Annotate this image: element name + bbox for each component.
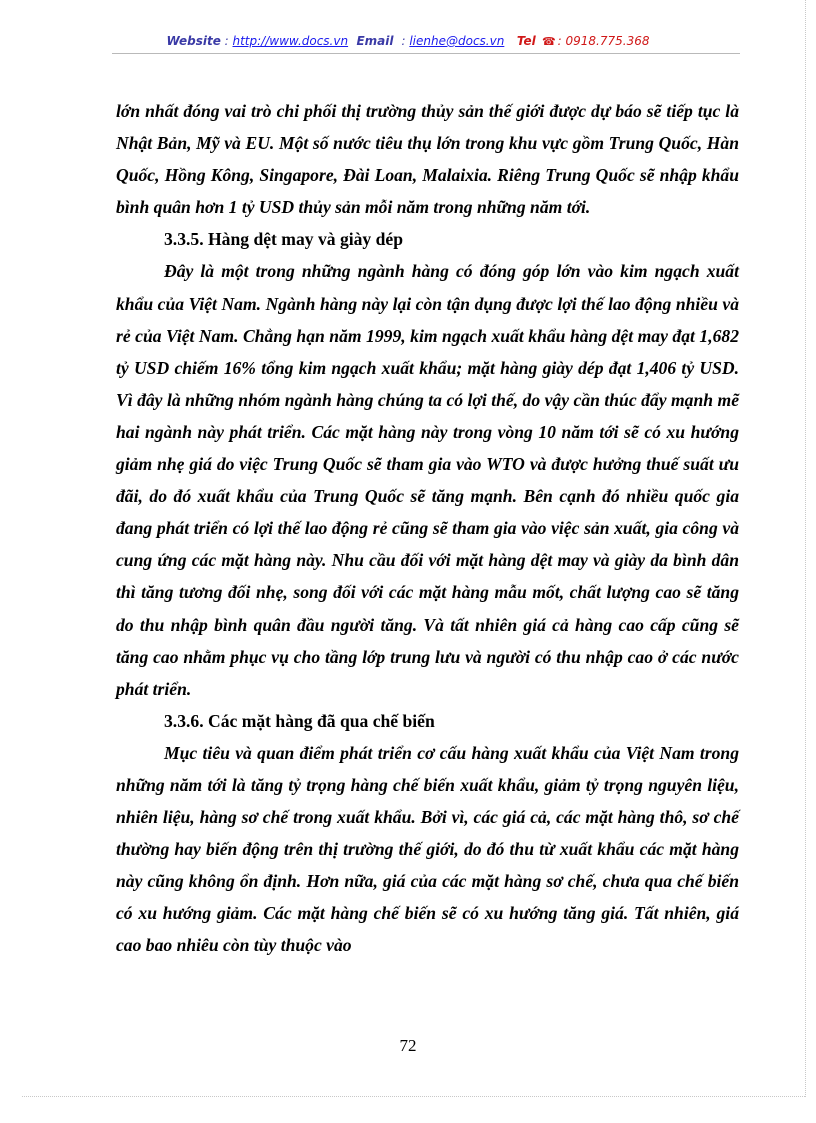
website-link[interactable]: http://www.docs.vn: [232, 34, 349, 48]
website-separator: :: [220, 34, 233, 48]
header-divider: [112, 53, 740, 54]
email-link[interactable]: lienhe@docs.vn: [409, 34, 505, 48]
body-text: [116, 95, 739, 962]
page-header: [0, 34, 816, 48]
paragraph-3: Mục tiêu và quan điểm phát triển cơ cấu hàng xuất khẩu của Việt Nam trong những năm tới là tăng tỷ trọng hàng chế biến xuất khẩu, giảm tỷ trọng nguyên liệu, nhiên liệu, hàng sơ chế trong xuất khẩu. Bởi vì, các giá cả, các mặt hàng thô, sơ chế thường hay biến động trên thị trường thế giới, do đó thu từ xuất khẩu các mặt hàng này cũng không ổn định. Hơn nữa, giá của các mặt hàng sơ chế, chưa qua chế biến có xu hướng giảm. Các mặt hàng chế biến sẽ có xu hướng tăng giá. Tất nhiên, giá cao bao nhiêu còn tùy thuộc vào: [116, 742, 739, 956]
email-label: Email: [356, 34, 394, 48]
paragraph-2: Đây là một trong những ngành hàng có đóng góp lớn vào kim ngạch xuất khẩu của Việt Nam. Ngành hàng này lại còn tận dụng được lợi thế lao động nhiều và rẻ của Việt Nam. Chẳng hạn năm 1999, kim ngạch xuất khẩu hàng dệt may đạt 1,682 tỷ USD chiếm 16% tổng kim ngạch xuất khẩu; mặt hàng giày dép đạt 1,406 tỷ USD. Vì đây là những nhóm ngành hàng chúng ta có lợi thế, do vậy cần thúc đẩy mạnh mẽ hai ngành này phát triển. Các mặt hàng này trong vòng 10 năm tới sẽ có xu hướng giảm nhẹ giá do việc Trung Quốc sẽ tham gia vào WTO và được hưởng thuế suất ưu đãi, do đó xuất khẩu của Trung Quốc sẽ tăng mạnh. Bên cạnh đó nhiều quốc gia đang phát triển có lợi thế lao động rẻ cũng sẽ tham gia vào việc sản xuất, gia công và cung ứng các mặt hàng này. Nhu cầu đối với mặt hàng dệt may và giày da bình dân thì tăng tương đối nhẹ, song đối với các mặt hàng mẫu mốt, chất lượng cao sẽ tăng do thu nhập bình quân đầu người tăng. Và tất nhiên giá cả hàng cao cấp cũng sẽ tăng cao nhằm phục vụ cho tầng lớp trung lưu và người có thu nhập cao ở các nước phát triển.: [116, 261, 739, 699]
page-border-right: [805, 0, 806, 1097]
page-number: 72: [399, 1036, 417, 1055]
phone-icon: ☎: [541, 35, 556, 48]
tel-label: Tel: [516, 34, 536, 48]
website-label: Website: [166, 34, 221, 48]
paragraph-1: lớn nhất đóng vai trò chi phối thị trường thủy sản thế giới được dự báo sẽ tiếp tục là Nhật Bản, Mỹ và EU. Một số nước tiêu thụ lớn trong khu vực gồm Trung Quốc, Hàn Quốc, Hồng Kông, Singapore, Đài Loan, Malaixia. Riêng Trung Quốc sẽ nhập khẩu bình quân hơn 1 tỷ USD thủy sản mỗi năm trong những năm tới.: [116, 101, 739, 218]
section-heading-3-3-6: 3.3.6. Các mặt hàng đã qua chế biến: [164, 710, 435, 731]
section-heading-3-3-5: 3.3.5. Hàng dệt may và giày dép: [164, 229, 403, 250]
email-separator: :: [397, 34, 410, 48]
page-border-bottom: [22, 1096, 805, 1097]
tel-number: 0918.775.368: [565, 34, 650, 48]
tel-separator: :: [557, 34, 566, 48]
